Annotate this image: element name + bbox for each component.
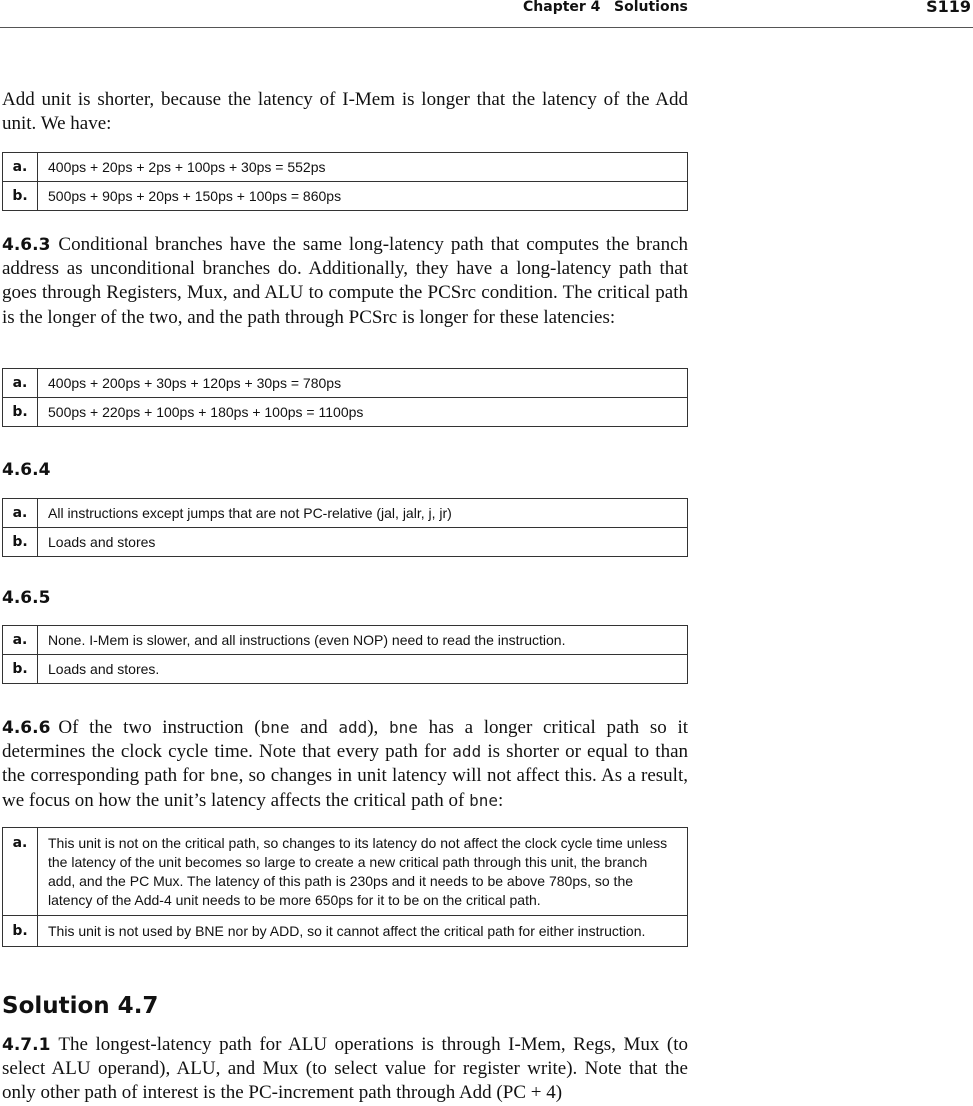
text-run: has a longer critical path so it determines the clock cycle time. Note that every path for (2, 717, 689, 763)
section-heading: 4.6.3 (2, 235, 51, 255)
row-label: b. (3, 182, 38, 211)
row-label: a. (3, 828, 38, 916)
chapter-label: Chapter 4 (523, 0, 601, 15)
code-bne: bne (389, 718, 418, 737)
row-text: Loads and stores. (38, 655, 688, 684)
code-add: add (338, 718, 368, 737)
section-text: The longest-latency path for ALU operations is through I-Mem, Regs, Mux (to select ALU operand), ALU, and Mux (to select value for register write). Note that the only other path of interest is the PC-increment path through Add (PC + 4) (2, 1034, 688, 1104)
table-row (3, 528, 688, 557)
row-text: Loads and stores (38, 528, 688, 557)
section-4-6-3 (2, 233, 688, 330)
code-add: add (452, 742, 482, 762)
section-4-6-6 (2, 716, 688, 813)
page-number: S119 (926, 0, 971, 16)
row-text: 500ps + 220ps + 100ps + 180ps + 100ps = 1100ps (38, 398, 688, 427)
code-bne: bne (469, 790, 499, 810)
section-4-7-1 (2, 1033, 688, 1106)
row-label: a. (3, 626, 38, 655)
table-row (3, 916, 688, 947)
row-label: b. (3, 398, 38, 427)
latency-table-1 (2, 152, 688, 211)
row-label: b. (3, 655, 38, 684)
section-text: Conditional branches have the same long-latency path that computes the branch address as unconditional branches do. Additionally, they have a long-latency path that goes through Registers, Mux, and ALU to compute the PCSrc condition. The critical path is the longer of the two, and the path through PCSrc is longer for these latencies: (2, 234, 688, 328)
row-label: a. (3, 499, 38, 528)
section-heading: 4.7.1 (2, 1035, 51, 1055)
row-label: a. (3, 153, 38, 182)
table-4-6-4 (2, 498, 688, 557)
section-heading: 4.6.6 (2, 718, 51, 738)
row-text: This unit is not on the critical path, so changes to its latency do not affect the clock cycle time unless the latency of the unit becomes so large to create a new critical path through this unit, the branch add, and the PC Mux. The latency of this path is 230ps and it needs to be above 780ps, so the latency of the Add-4 unit needs to be more 650ps for it to be on the critical path. (38, 828, 688, 916)
code-bne: bne (209, 766, 239, 786)
text-run: Of the two instruction ( (58, 717, 261, 738)
table-row (3, 398, 688, 427)
section-4-6-4-heading: 4.6.4 (2, 460, 51, 480)
text-run: is shorter or equal to than the corresponding path for (2, 741, 688, 787)
text-run: , so changes in unit latency will not affect this. As a result, we focus on how the unit’s latency affects the critical path of (2, 765, 688, 811)
section-label: Solutions (614, 0, 688, 15)
text-run: ), (367, 717, 389, 738)
table-row (3, 499, 688, 528)
row-text: 500ps + 90ps + 20ps + 150ps + 100ps = 860ps (38, 182, 688, 211)
row-label: b. (3, 916, 38, 947)
table-4-6-5 (2, 625, 688, 684)
row-label: a. (3, 369, 38, 398)
row-text: 400ps + 20ps + 2ps + 100ps + 30ps = 552ps (38, 153, 688, 182)
latency-table-2 (2, 368, 688, 427)
row-text: None. I-Mem is slower, and all instructions (even NOP) need to read the instruction. (38, 626, 688, 655)
table-row (3, 655, 688, 684)
row-text: This unit is not used by BNE nor by ADD, so it cannot affect the critical path for either instruction. (38, 916, 688, 947)
row-text: 400ps + 200ps + 30ps + 120ps + 30ps = 780ps (38, 369, 688, 398)
intro-paragraph: Add unit is shorter, because the latency of I-Mem is longer that the latency of the Add unit. We have: (2, 89, 688, 135)
table-4-6-6 (2, 827, 688, 947)
section-4-6-5-heading: 4.6.5 (2, 588, 51, 608)
table-row (3, 153, 688, 182)
page-header (0, 0, 973, 28)
table-row (3, 369, 688, 398)
row-label: b. (3, 528, 38, 557)
table-row (3, 626, 688, 655)
table-row (3, 182, 688, 211)
code-bne: bne (260, 718, 290, 737)
table-row (3, 828, 688, 916)
text-run: : (498, 789, 504, 811)
row-text: All instructions except jumps that are not PC-relative (jal, jalr, j, jr) (38, 499, 688, 528)
text-run: and (289, 717, 339, 738)
solution-title: Solution 4.7 (2, 993, 159, 1019)
